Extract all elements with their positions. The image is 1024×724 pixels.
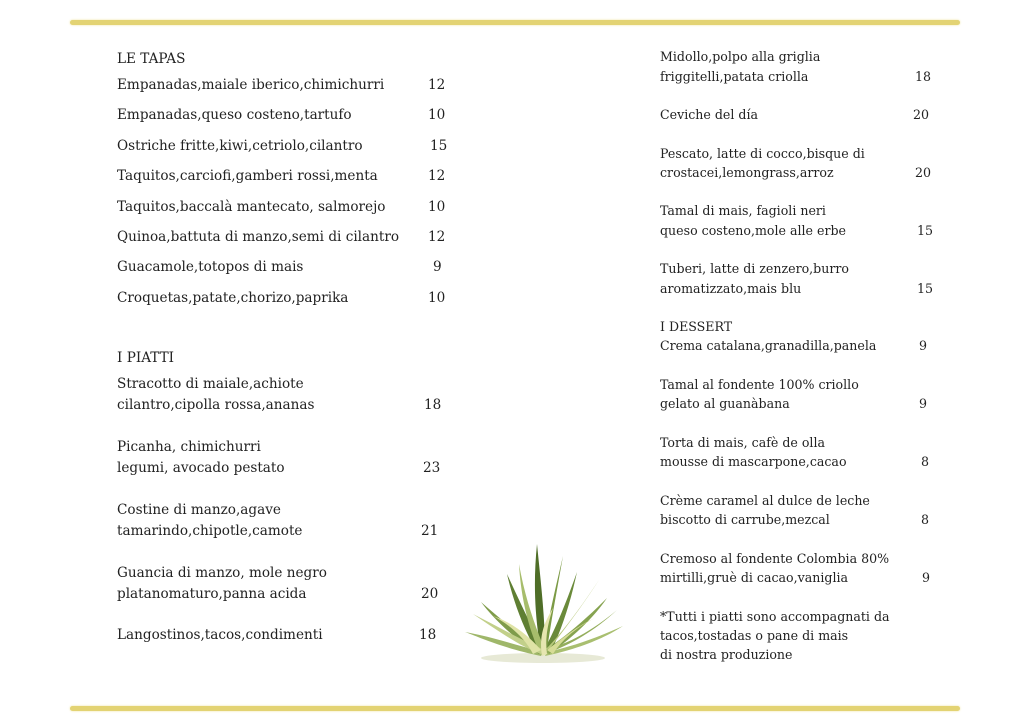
menu-item-price: 18 xyxy=(915,69,932,84)
menu-item-name: Langostinos,tacos,condimenti xyxy=(117,627,323,643)
dessert-heading: I DESSERT xyxy=(660,319,733,334)
agave-leaves xyxy=(465,544,623,656)
menu-item-price: 12 xyxy=(428,229,446,245)
menu-item-price: 15 xyxy=(917,223,934,238)
menu-item-desc: biscotto di carrube,mezcal xyxy=(660,512,830,527)
menu-item-desc: cilantro,cipolla rossa,ananas xyxy=(117,397,315,413)
menu-item-desc: platanomaturo,panna acida xyxy=(117,586,307,602)
menu-item-price: 8 xyxy=(921,454,930,469)
menu-item-name: Torta di mais, cafè de olla xyxy=(660,435,825,450)
menu-item-name: Guancia di manzo, mole negro xyxy=(117,565,327,581)
menu-item-price: 15 xyxy=(430,138,448,154)
menu-item-desc: aromatizzato,mais blu xyxy=(660,281,802,296)
menu-item-price: 9 xyxy=(919,338,928,353)
menu-item-name: Empanadas,queso costeno,tartufo xyxy=(117,107,352,123)
menu-item-name: Picanha, chimichurri xyxy=(117,439,261,455)
menu-item-desc: tamarindo,chipotle,camote xyxy=(117,523,303,539)
menu-item-name: Guacamole,totopos di mais xyxy=(117,259,304,275)
menu-item-name: Stracotto di maiale,achiote xyxy=(117,376,304,392)
menu-item-price: 9 xyxy=(919,396,928,411)
menu-item-desc: queso costeno,mole alle erbe xyxy=(660,223,846,238)
menu-item-name: Costine di manzo,agave xyxy=(117,502,281,518)
menu-item-price: 18 xyxy=(419,627,437,643)
footnote-line: di nostra produzione xyxy=(660,647,793,662)
tapas-heading: LE TAPAS xyxy=(117,51,186,67)
menu-item-price: 23 xyxy=(423,460,441,476)
piatti-heading: I PIATTI xyxy=(117,350,175,366)
bottom-border-rule xyxy=(70,706,960,711)
menu-item-name: Tamal al fondente 100% criollo xyxy=(660,377,859,392)
top-border-rule xyxy=(70,20,960,25)
menu-item-name: Quinoa,battuta di manzo,semi di cilantro xyxy=(117,229,400,245)
menu-item-price: 20 xyxy=(915,165,932,180)
menu-item-name: Taquitos,carciofi,gamberi rossi,menta xyxy=(117,168,378,184)
footnote-line: tacos,tostadas o pane di mais xyxy=(660,628,849,643)
menu-item-price: 20 xyxy=(421,586,439,602)
menu-item-name: Empanadas,maiale iberico,chimichurri xyxy=(117,77,385,93)
menu-item-price: 10 xyxy=(428,290,446,306)
menu-item-name: Ostriche fritte,kiwi,cetriolo,cilantro xyxy=(117,138,363,154)
menu-item-price: 18 xyxy=(424,397,442,413)
menu-item-price: 10 xyxy=(428,107,446,123)
menu-item-name: Tamal di mais, fagioli neri xyxy=(660,203,826,218)
menu-item-desc: gelato al guanàbana xyxy=(660,396,790,411)
menu-item-name: Tuberi, latte di zenzero,burro xyxy=(660,261,849,276)
menu-item-name: Cremoso al fondente Colombia 80% xyxy=(660,551,890,566)
menu-item-price: 10 xyxy=(428,199,446,215)
footnote-line: *Tutti i piatti sono accompagnati da xyxy=(660,609,890,624)
menu-item-price: 20 xyxy=(913,107,930,122)
menu-item-desc: legumi, avocado pestato xyxy=(117,460,285,476)
menu-item-desc: crostacei,lemongrass,arroz xyxy=(660,165,834,180)
menu-item-name: Crema catalana,granadilla,panela xyxy=(660,338,877,353)
menu-item-price: 12 xyxy=(428,77,446,93)
menu-item-name: Ceviche del día xyxy=(660,107,758,122)
menu-item-desc: friggitelli,patata criolla xyxy=(660,69,809,84)
menu-item-name: Crème caramel al dulce de leche xyxy=(660,493,870,508)
menu-item-name: Midollo,polpo alla griglia xyxy=(660,49,821,64)
menu-item-price: 9 xyxy=(922,570,931,585)
menu-item-price: 15 xyxy=(917,281,934,296)
menu-item-name: Croquetas,patate,chorizo,paprika xyxy=(117,290,349,306)
menu-item-desc: mousse di mascarpone,cacao xyxy=(660,454,847,469)
menu-item-price: 9 xyxy=(433,259,442,275)
menu-item-price: 8 xyxy=(921,512,930,527)
menu-item-price: 21 xyxy=(421,523,439,539)
menu-item-desc: mirtilli,gruè di cacao,vaniglia xyxy=(660,570,849,585)
menu-item-name: Pescato, latte di cocco,bisque di xyxy=(660,146,865,161)
agave-plant-illustration xyxy=(463,538,625,664)
menu-item-name: Taquitos,baccalà mantecato, salmorejo xyxy=(117,199,386,215)
menu-item-price: 12 xyxy=(428,168,446,184)
